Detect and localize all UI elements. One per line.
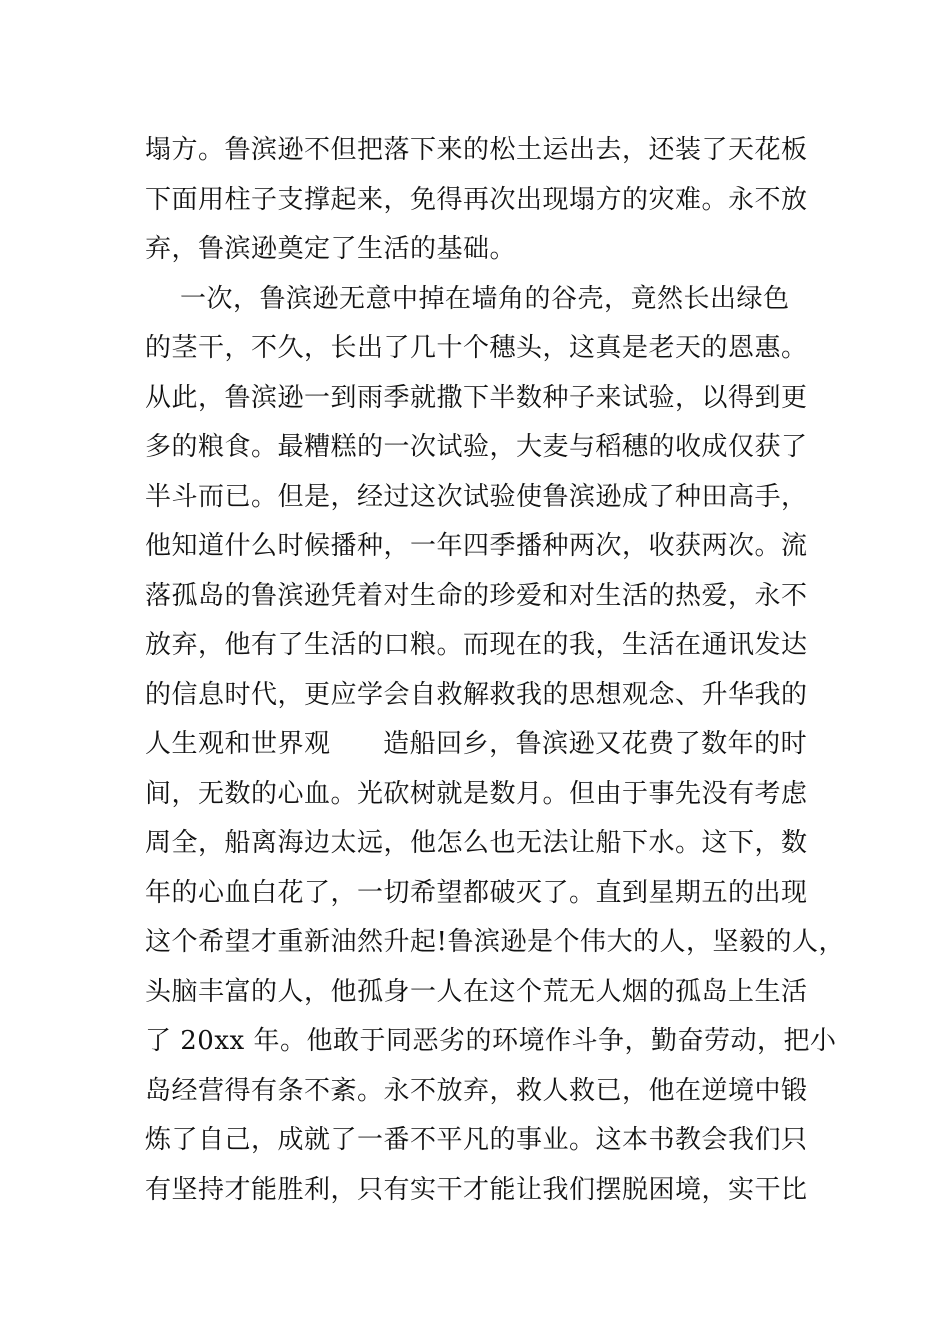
- text-line-3: 弃，鲁滨逊奠定了生活的基础。: [145, 234, 517, 264]
- text-line-18: 头脑丰富的人，他孤身一人在这个荒无人烟的孤岛上生活: [145, 976, 808, 1007]
- text-line-4: 一次，鲁滨逊无意中掉在墙角的谷壳，竟然长出绿色: [145, 283, 790, 314]
- text-line-10: 落孤岛的鲁滨逊凭着对生命的珍爱和对生活的热爱，永不: [145, 580, 808, 611]
- text-line-8: 半斗而已。但是，经过这次试验使鲁滨逊成了种田高手，: [145, 481, 808, 512]
- text-line-6: 从此，鲁滨逊一到雨季就撒下半数种子来试验，以得到更: [145, 382, 808, 413]
- text-line-20: 岛经营得有条不紊。永不放弃，救人救已，他在逆境中锻: [145, 1075, 808, 1106]
- text-line-13: 人生观和世界观 造船回乡，鲁滨逊又花费了数年的时: [145, 729, 808, 759]
- text-line-21: 炼了自己，成就了一番不平凡的事业。这本书教会我们只: [145, 1125, 808, 1155]
- text-line-9: 他知道什么时候播种，一年四季播种两次，收获两次。流: [145, 531, 808, 561]
- text-line-17: 这个希望才重新油然升起!鲁滨逊是个伟大的人，坚毅的人，: [145, 927, 845, 957]
- text-line-16: 年的心血白花了，一切希望都破灭了。直到星期五的出现: [145, 877, 808, 908]
- text-line-2: 下面用柱子支撑起来，免得再次出现塌方的灾难。永不放: [145, 184, 808, 215]
- body-text: [145, 126, 845, 1215]
- text-line-12: 的信息时代，更应学会自救解救我的思想观念、升华我的: [145, 679, 808, 710]
- text-line-14: 间，无数的心血。光砍树就是数月。但由于事先没有考虑: [145, 778, 808, 809]
- text-line-19: 了 20xx 年。他敢于同恶劣的环境作斗争，勤奋劳动，把小: [145, 1026, 837, 1056]
- text-line-22: 有坚持才能胜利，只有实干才能让我们摆脱困境，实干比: [145, 1174, 808, 1205]
- text-line-1: 塌方。鲁滨逊不但把落下来的松土运出去，还装了天花板: [145, 135, 808, 165]
- text-line-7: 多的粮食。最糟糕的一次试验，大麦与稻穗的收成仅获了: [145, 432, 808, 462]
- text-line-15: 周全，船离海边太远，他怎么也无法让船下水。这下，数: [145, 828, 808, 858]
- text-line-11: 放弃，他有了生活的口粮。而现在的我，生活在通讯发达: [145, 630, 808, 660]
- text-line-5: 的茎干，不久，长出了几十个穗头，这真是老天的恩惠。: [145, 333, 808, 363]
